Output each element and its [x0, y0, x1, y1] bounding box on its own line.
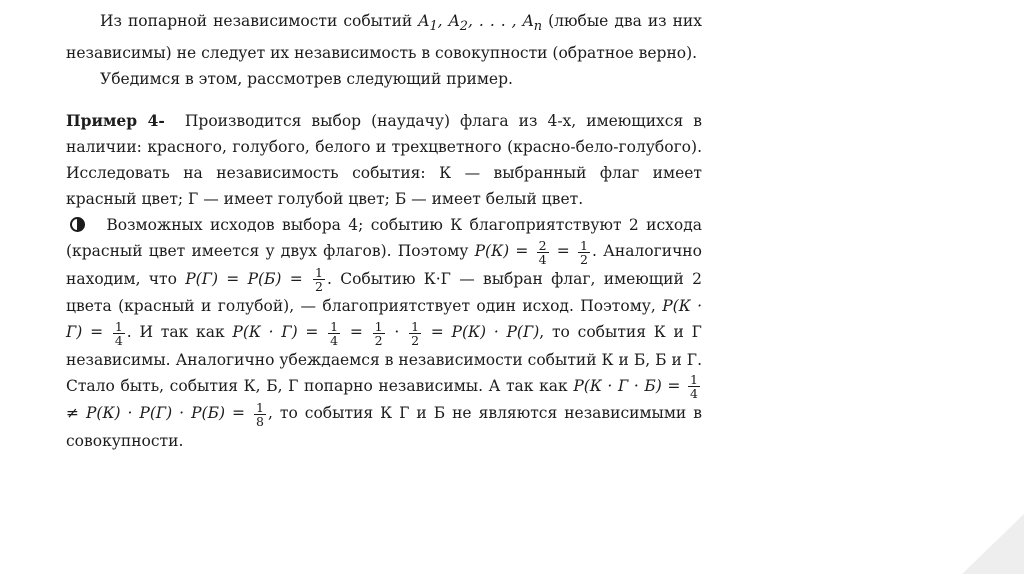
- solution-text-4: . И так как: [126, 323, 225, 342]
- example-label: Пример 4-: [66, 111, 165, 131]
- solution-text-3: . Событию К·Г — выбран флаг, имеющий 2 цвета (красный и голубой), — благоприятствует один исход. Поэтому,: [66, 269, 702, 316]
- p1-text-end: (любые два из них независимы) не следует их независимость в совокупности (обратное верно).: [66, 12, 702, 63]
- fraction: $\frac{1}{8}$: [256, 399, 264, 429]
- formula-pkg: P(К · Г) =: [66, 297, 702, 342]
- solution-paragraph: Возможных исходов выбора 4; событию К благоприятствуют 2 исхода (красный цвет имеется у двух флагов). Поэтому P(К) = $\frac{2}{4}$ = $\frac{1}{2}$ . Аналогично находим, что P(Г) = P(Б) = $\frac{1}{2}$ . Событию К·Г — выбран флаг, имеющий 2 цвета (красный и голубой), — благоприятствует один исход. Поэтому, P(К · Г) = $\frac{1}{4}$ . И так как P(К · Г) = $\frac{1}{4}$ = $\frac{1}{2}$ · $\frac{1}{2}$ = P(К) · P(Г), то события К и Г независимы. Аналогично убеждаемся в независимости событий К и Б, Б и Г. Стало быть, события К, Б, Г попарно независимы. А так как P(К · Г · Б) = $\frac{1}{4}$ ≠ P(К) · P(Г) · P(Б) = $\frac{1}{8}$ , то события К Г и Б не являются независимыми в совокупности.: [66, 216, 702, 450]
- fraction: $\frac{1}{4}$: [330, 318, 339, 348]
- solution-text-5: , то события К и Г независимы. Аналогично убеждаемся в независимости событий К и Б, Б и Г. Стало быть, события К, Б, Г попарно независимы. А так как: [66, 323, 702, 395]
- event-list: $A_1$, $A_2$, . . . , $A_n$: [418, 12, 543, 35]
- fraction: $\frac{2}{4}$: [538, 237, 547, 267]
- fraction: $\frac{1}{2}$: [315, 265, 323, 295]
- paragraph-lets-verify: Убедимся в этом, рассмотрев следующий пример.: [100, 70, 513, 89]
- textbook-page: [66, 8, 702, 454]
- fraction: $\frac{1}{2}$: [411, 318, 420, 348]
- solution-text-2: . Аналогично находим, что: [66, 242, 702, 288]
- example-text: Производится выбор (наудачу) флага из 4-х, имеющихся в наличии: красного, голубого, белого и трехцветного (красно-бело-голубого). Исследовать на независимость события: К — выбранный флаг имеет красный цвет; Г — имеет голубой цвет; Б — имеет белый цвет.: [66, 112, 702, 209]
- formula-pg-pb: P(Г) = P(Б) =: [185, 269, 303, 288]
- paragraph-pairwise-independence: [66, 8, 702, 66]
- solution-text-6: , то события К Г и Б не являются независимыми в совокупности.: [66, 404, 702, 450]
- p1-text-start: Из попарной независимости событий: [100, 12, 413, 30]
- solution-text-1: Возможных исходов выбора 4; событию К благоприятствуют 2 исхода (красный цвет имеется у двух флагов). Поэтому: [66, 216, 702, 261]
- example-paragraph: [66, 108, 702, 212]
- solution-bullet-icon: [70, 217, 85, 232]
- fraction: $\frac{1}{4}$: [114, 318, 123, 348]
- fraction: $\frac{1}{4}$: [690, 372, 698, 402]
- formula-pkgb: P(К · Г · Б) =: [573, 376, 681, 395]
- formula-pk: P(К) =: [474, 242, 529, 261]
- formula-pkg-product: P(К · Г) =: [232, 323, 319, 342]
- page-corner-decoration: [962, 514, 1024, 574]
- fraction: $\frac{1}{2}$: [580, 237, 588, 267]
- fraction: $\frac{1}{2}$: [374, 318, 383, 348]
